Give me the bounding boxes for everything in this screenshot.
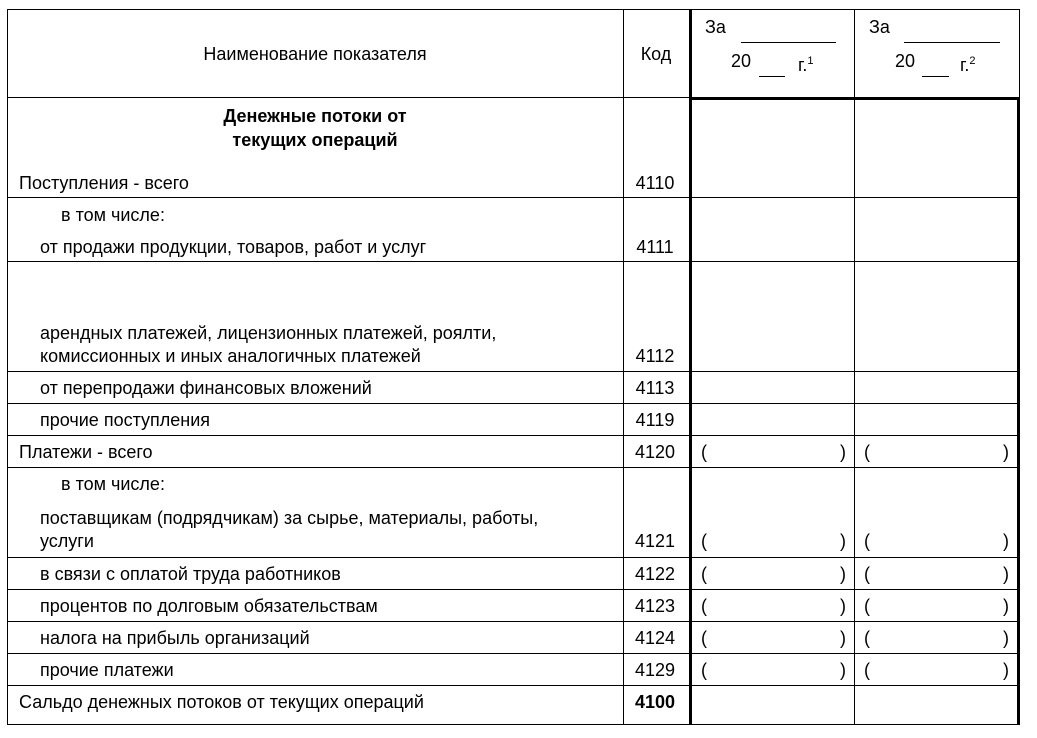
col-sep-code-period1 bbox=[689, 9, 692, 725]
col-sep-period1-period2 bbox=[854, 9, 855, 725]
row-code: 4123 bbox=[634, 596, 676, 616]
value-paren-close: ) bbox=[1003, 660, 1009, 680]
value-paren-close: ) bbox=[1003, 564, 1009, 584]
row-sub-label: в том числе: bbox=[61, 474, 165, 494]
row-line bbox=[7, 467, 1020, 468]
row-line bbox=[7, 685, 1020, 686]
value-paren-open: ( bbox=[701, 442, 707, 462]
row-line bbox=[7, 653, 1020, 654]
value-paren-open: ( bbox=[864, 628, 870, 648]
value-paren-open: ( bbox=[701, 596, 707, 616]
value-paren-open: ( bbox=[701, 660, 707, 680]
row-label: услуги bbox=[40, 531, 94, 551]
value-paren-close: ) bbox=[840, 531, 846, 551]
row-label: от продажи продукции, товаров, работ и услуг bbox=[40, 237, 427, 257]
period2-za: За bbox=[869, 17, 890, 37]
header-separator-thick bbox=[689, 97, 1020, 100]
row-label: прочие поступления bbox=[40, 410, 211, 430]
period1-za: За bbox=[705, 17, 726, 37]
period2-year-suffix: г.$^2$ bbox=[960, 55, 976, 75]
row-code: 4122 bbox=[634, 564, 676, 584]
row-line bbox=[7, 435, 1020, 436]
table-border-top bbox=[7, 9, 1020, 10]
value-paren-open: ( bbox=[864, 564, 870, 584]
row-label: комиссионных и иных аналогичных платежей bbox=[40, 346, 421, 366]
section-title: Денежные потоки от bbox=[223, 106, 407, 126]
row-label: Сальдо денежных потоков от текущих операций bbox=[19, 692, 424, 712]
row-label: арендных платежей, лицензионных платежей, роялти, bbox=[40, 323, 497, 343]
row-label: от перепродажи финансовых вложений bbox=[40, 378, 372, 398]
section-title: текущих операций bbox=[232, 130, 398, 150]
row-label: Платежи - всего bbox=[19, 442, 153, 462]
value-paren-close: ) bbox=[1003, 442, 1009, 462]
row-line bbox=[7, 371, 1020, 372]
value-paren-close: ) bbox=[840, 596, 846, 616]
row-label: Поступления - всего bbox=[19, 173, 189, 193]
row-code: 4121 bbox=[634, 531, 676, 551]
value-paren-close: ) bbox=[1003, 531, 1009, 551]
header-name-label: Наименование показателя bbox=[203, 44, 427, 64]
row-code: 4129 bbox=[634, 660, 676, 680]
period1-blank-line bbox=[741, 42, 836, 43]
row-label: прочие платежи bbox=[40, 660, 174, 680]
value-paren-open: ( bbox=[701, 564, 707, 584]
period2-year-blank bbox=[922, 76, 949, 77]
value-paren-open: ( bbox=[864, 442, 870, 462]
period2-blank-line bbox=[904, 42, 1000, 43]
row-code: 4111 bbox=[636, 237, 674, 257]
value-paren-open: ( bbox=[864, 596, 870, 616]
table-border-right bbox=[1017, 99, 1020, 725]
row-code: 4110 bbox=[635, 173, 675, 193]
row-code: 4119 bbox=[635, 410, 675, 430]
row-label: налога на прибыль организаций bbox=[40, 628, 310, 648]
period1-year-prefix: 20 bbox=[731, 51, 752, 71]
row-code: 4100 bbox=[634, 692, 676, 712]
row-code: 4120 bbox=[634, 442, 676, 462]
value-paren-close: ) bbox=[840, 628, 846, 648]
row-label: в связи с оплатой труда работников bbox=[40, 564, 341, 584]
table-border-bottom bbox=[7, 724, 1020, 725]
period2-year-prefix: 20 bbox=[895, 51, 916, 71]
row-line bbox=[7, 621, 1020, 622]
period1-year-suffix: г.$^1$ bbox=[798, 55, 814, 75]
row-code: 4113 bbox=[635, 378, 675, 398]
row-label: поставщикам (подрядчикам) за сырье, материалы, работы, bbox=[40, 508, 539, 528]
row-line bbox=[7, 197, 1020, 198]
value-paren-close: ) bbox=[1003, 596, 1009, 616]
table-border-right-header bbox=[1019, 9, 1020, 99]
row-code: 4124 bbox=[634, 628, 676, 648]
value-paren-open: ( bbox=[701, 531, 707, 551]
cash-flow-table bbox=[7, 9, 1020, 725]
value-paren-close: ) bbox=[840, 442, 846, 462]
row-line bbox=[7, 589, 1020, 590]
row-line bbox=[7, 403, 1020, 404]
value-paren-close: ) bbox=[840, 660, 846, 680]
row-label: процентов по долговым обязательствам bbox=[40, 596, 378, 616]
value-paren-open: ( bbox=[864, 531, 870, 551]
value-paren-close: ) bbox=[840, 564, 846, 584]
row-code: 4112 bbox=[635, 346, 675, 366]
value-paren-close: ) bbox=[1003, 628, 1009, 648]
value-paren-open: ( bbox=[701, 628, 707, 648]
row-sub-label: в том числе: bbox=[61, 205, 165, 225]
row-line bbox=[7, 261, 1020, 262]
row-line bbox=[7, 557, 1020, 558]
header-code-label: Код bbox=[640, 44, 672, 64]
value-paren-open: ( bbox=[864, 660, 870, 680]
col-sep-name-code bbox=[623, 9, 624, 725]
period1-year-blank bbox=[759, 76, 785, 77]
